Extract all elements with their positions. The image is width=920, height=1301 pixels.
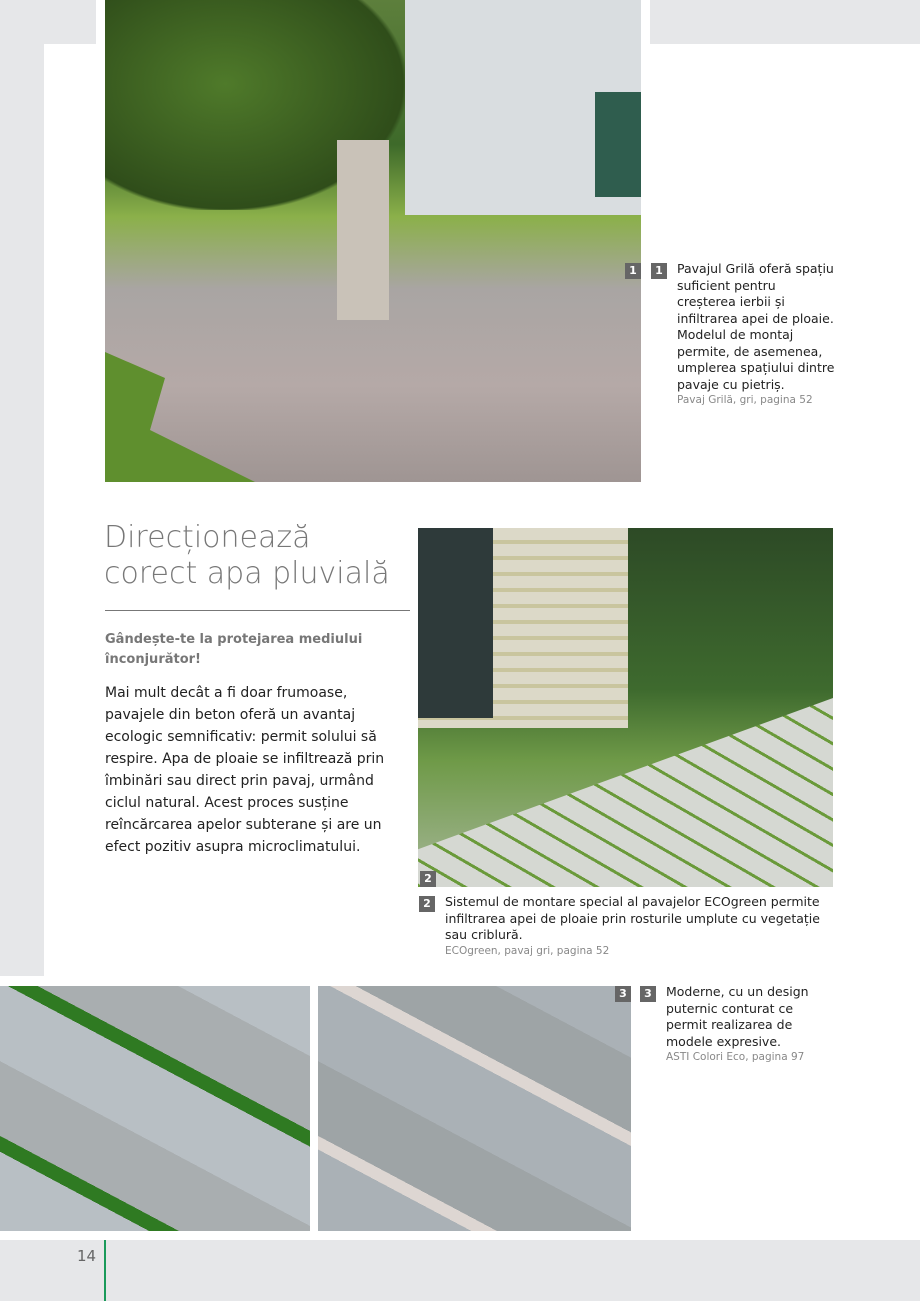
windows: [418, 528, 493, 718]
photo-asti-grass-joints: [0, 986, 310, 1231]
caption-1: [677, 261, 837, 408]
caption-2-source: ECOgreen, pavaj gri, pagina 52: [445, 944, 610, 957]
footer-accent-line: [104, 1240, 106, 1301]
section-title-line1: Direcționează: [104, 520, 311, 555]
section-title-line2: corect apa pluvială: [104, 556, 390, 591]
photo-grila-pavement: [105, 0, 641, 482]
grass-patch: [105, 352, 255, 482]
caption3-number: 3: [640, 986, 656, 1002]
section-subtitle: Gândește-te la protejarea mediului înconjurător!: [105, 632, 363, 667]
photo-ecogreen-pavement: [418, 528, 833, 887]
photo-asti-gravel-joints: [318, 986, 631, 1231]
section-divider: [105, 610, 410, 611]
fountain-pillar: [337, 140, 389, 320]
caption-3: [666, 984, 816, 1065]
caption-2-text: Sistemul de montare special al pavajelor ECOgreen permite infiltrarea apei de ploaie prin rosturile umplute cu vegetație sau criblură.: [445, 894, 820, 942]
footer-band: [0, 1240, 920, 1301]
caption-1-text: Pavajul Grilă oferă spațiu suficient pentru creșterea ierbii și infiltrarea apei de ploaie. Modelul de montaj permite, de asemenea, umplerea spațiului dintre pavaje cu pietriș.: [677, 261, 835, 392]
caption-1-source: Pavaj Grilă, gri, pagina 52: [677, 394, 813, 406]
door: [595, 92, 641, 197]
section-title: [104, 520, 390, 592]
photo2-badge: 2: [420, 871, 436, 887]
top-left-band: [44, 0, 96, 44]
top-right-band: [650, 0, 920, 44]
caption-3-text: Moderne, cu un design puternic conturat ce permit realizarea de modele expresive.: [666, 984, 809, 1049]
left-margin-strip: [0, 0, 44, 976]
caption2-number: 2: [419, 896, 435, 912]
caption1-number: 1: [651, 263, 667, 279]
caption-2: [445, 894, 825, 959]
page-number: 14: [77, 1247, 97, 1265]
photo3-badge: 3: [615, 986, 631, 1002]
photo1-badge: 1: [625, 263, 641, 279]
caption-3-source: ASTI Colori Eco, pagina 97: [666, 1051, 805, 1063]
section-body: Mai mult decât a fi doar frumoase, pavajele din beton oferă un avantaj ecologic semnificativ: permit solului să respire. Apa de ploaie se infiltrează prin îmbinări sau direct prin pavaj, urmând ciclul natural. Acest proces susține reîncărcarea apelor subterane și are un efect pozitiv asupra microclimatului.: [105, 685, 385, 855]
